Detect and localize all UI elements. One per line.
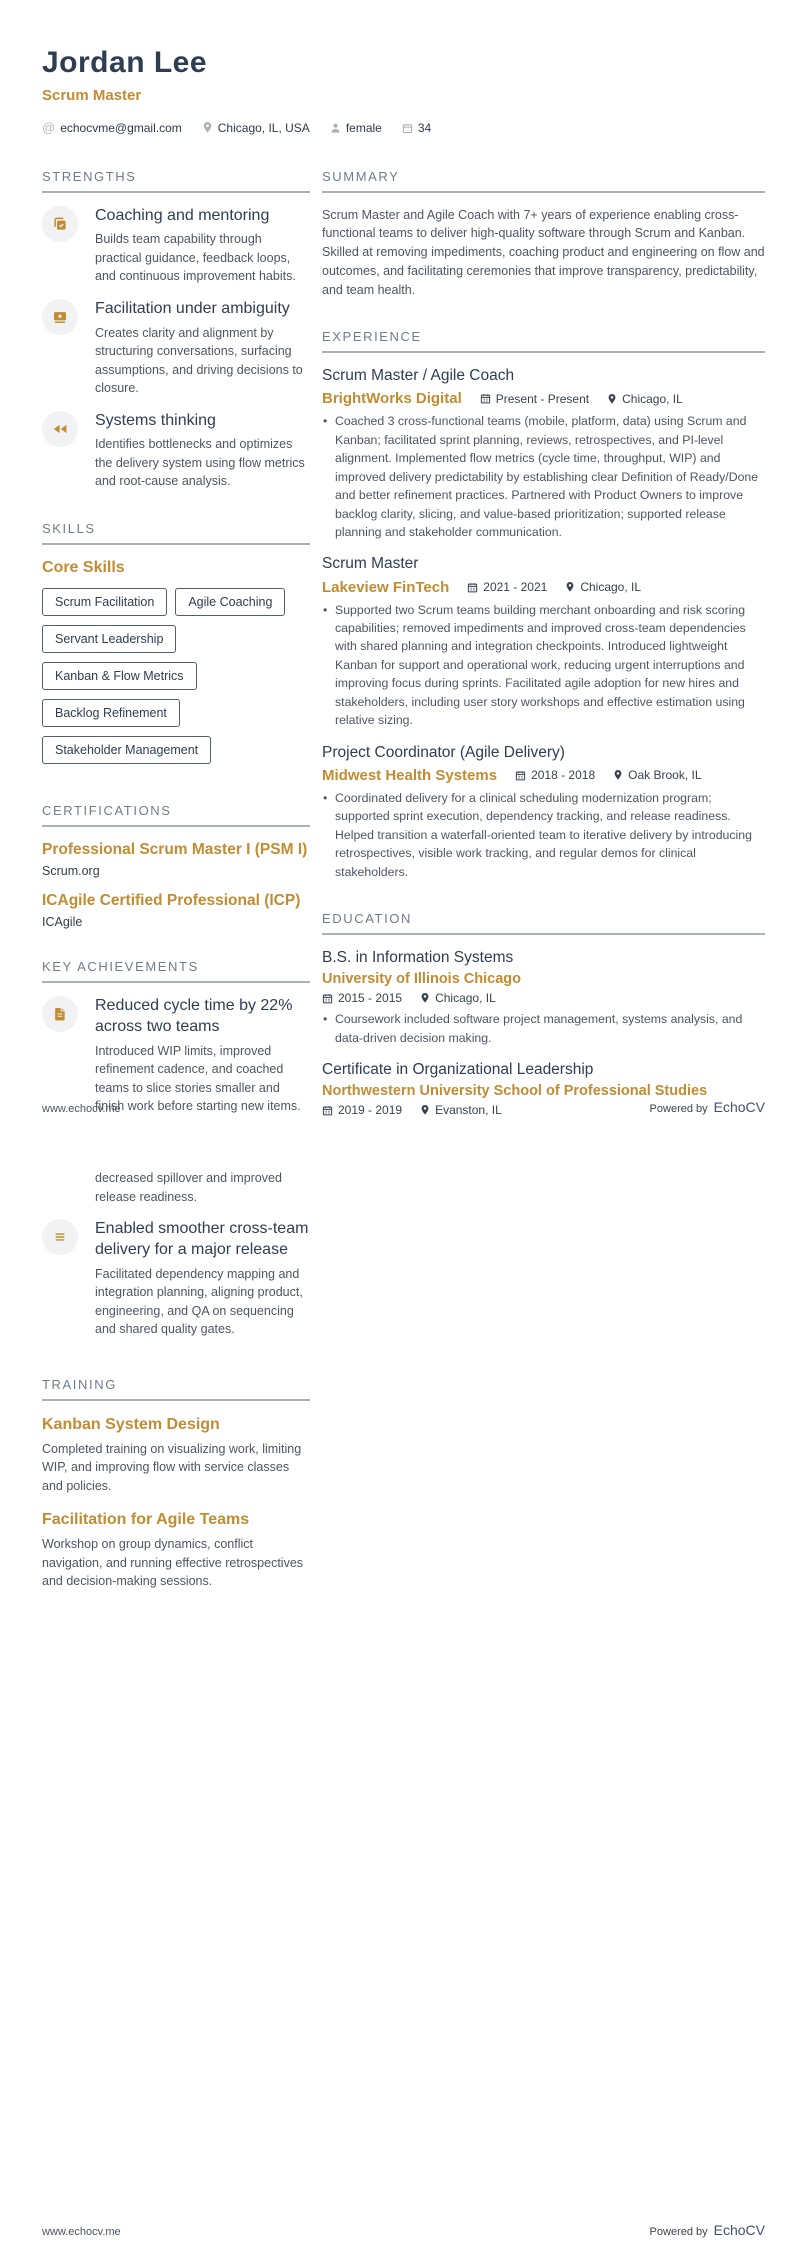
achievement-description: Facilitated dependency mapping and integration planning, aligning product, engineering, and QA on sequencing and shared quality gates. — [95, 1266, 303, 1337]
certification-issuer: Scrum.org — [42, 864, 100, 879]
section-certifications — [42, 803, 310, 929]
candidate-name: Jordan Lee — [42, 46, 208, 79]
calendar-icon — [402, 122, 413, 134]
footer-brand-link[interactable]: EchoCV — [713, 2222, 765, 2238]
certification-item — [42, 840, 310, 878]
strengths-heading: STRENGTHS — [42, 169, 310, 193]
experience-dates: 2021 - 2021 — [467, 580, 547, 594]
training-heading: TRAINING — [42, 1377, 310, 1401]
clipboard-check-icon — [42, 206, 78, 242]
training-title: Kanban System Design — [42, 1415, 220, 1433]
achievement-item — [42, 996, 310, 1116]
experience-title: Scrum Master / Agile Coach — [322, 367, 515, 385]
strength-description: Builds team capability through practical guidance, feedback loops, and continuous improvement habits. — [95, 232, 296, 284]
experience-bullet: • Supported two Scrum teams building merchant onboarding and risk scoring capabilities; removed impediments and improved cross-team dependencies with shared planning and integration checkpoints. Introduced lightweight Kanban for support and operational work, reducing urgent interruptions and improving focus during sprints. Facilitated agile adoption for new hires and stakeholders, including user story workshops and effective estimation using relative sizing. — [322, 601, 765, 730]
strength-title: Facilitation under ambiguity — [95, 299, 290, 317]
footer-brand-link[interactable]: EchoCV — [713, 1099, 765, 1115]
experience-company: Lakeview FinTech — [322, 578, 450, 596]
strength-title: Coaching and mentoring — [95, 206, 270, 224]
education-degree: B.S. in Information Systems — [322, 948, 514, 966]
section-training — [42, 1377, 310, 1592]
achievement-title: Enabled smoother cross-team delivery for a major release — [95, 1220, 309, 1258]
section-strengths — [42, 169, 310, 491]
experience-location: Chicago, IL — [565, 580, 641, 594]
education-location: Chicago, IL — [420, 991, 496, 1005]
certifications-heading: CERTIFICATIONS — [42, 803, 310, 827]
footer-site-link[interactable]: www.echocv.me — [42, 2226, 121, 2238]
skills-group-title: Core Skills — [42, 558, 125, 576]
education-degree: Certificate in Organizational Leadership — [322, 1061, 594, 1078]
contact-email — [42, 121, 182, 135]
skill-chip: Scrum Facilitation — [42, 588, 167, 616]
section-education — [322, 911, 765, 1123]
location-pin-icon — [613, 769, 623, 781]
certification-item — [42, 891, 310, 929]
location-pin-icon — [565, 581, 575, 593]
contact-age — [402, 121, 431, 135]
contact-gender — [330, 121, 382, 135]
calendar-icon — [467, 582, 478, 593]
education-school: Northwestern University School of Professional Studies — [322, 1083, 708, 1100]
candidate-job-title: Scrum Master — [42, 86, 142, 104]
strength-description: Creates clarity and alignment by structuring conversations, surfacing assumptions, and driving decisions to closure. — [95, 325, 303, 396]
certification-title: Professional Scrum Master I (PSM I) — [42, 840, 308, 858]
footer-powered-by-text: Powered by — [649, 1103, 708, 1115]
education-dates: 2019 - 2019 — [322, 1103, 402, 1117]
skills-heading: SKILLS — [42, 521, 310, 545]
achievement-title: Reduced cycle time by 22% across two teams — [95, 997, 293, 1035]
resume-page-2 — [0, 1123, 794, 2246]
experience-location: Oak Brook, IL — [613, 768, 701, 782]
person-icon — [330, 122, 341, 134]
experience-bullets — [322, 412, 765, 541]
document-icon — [42, 996, 78, 1032]
education-bullets — [322, 1010, 765, 1047]
education-heading: EDUCATION — [322, 911, 765, 935]
achievement-description-continued: decreased spillover and improved release readiness. — [95, 1171, 282, 1204]
section-skills — [42, 521, 310, 773]
experience-bullet: • Coordinated delivery for a clinical scheduling modernization program; supported sprint execution, dependency tracking, and release readiness. Helped transition a waterfall-oriented team to iterative delivery by introducing retrospectives, visible work tracking, and regular demos for clinical stakeholders. — [322, 789, 765, 881]
experience-entry — [322, 366, 765, 541]
skill-chip: Agile Coaching — [175, 588, 285, 616]
experience-title: Project Coordinator (Agile Delivery) — [322, 743, 565, 761]
skill-chip: Backlog Refinement — [42, 699, 180, 727]
page-footer — [42, 1099, 765, 1115]
education-bullet: • Coursework included software project management, systems analysis, and data-driven decision making. — [322, 1010, 765, 1047]
training-title: Facilitation for Agile Teams — [42, 1510, 250, 1528]
location-pin-icon — [202, 121, 213, 134]
location-pin-icon — [607, 393, 617, 405]
skill-chip: Stakeholder Management — [42, 736, 211, 764]
experience-title: Scrum Master — [322, 555, 419, 573]
experience-bullets — [322, 789, 765, 881]
skills-chips — [42, 588, 310, 773]
calendar-icon — [480, 393, 491, 404]
contact-email-text: echocvme@gmail.com — [60, 120, 182, 135]
achievement-item — [42, 1219, 310, 1339]
training-description: Completed training on visualizing work, limiting WIP, and improving flow with service classes and policies. — [42, 1441, 302, 1494]
experience-location: Chicago, IL — [607, 392, 683, 406]
at-icon: @ — [42, 120, 56, 135]
experience-dates: Present - Present — [480, 392, 589, 406]
rewind-icon — [42, 411, 78, 447]
summary-heading: SUMMARY — [322, 169, 765, 193]
education-location: Evanston, IL — [420, 1103, 502, 1117]
training-item — [42, 1511, 310, 1591]
summary-text: Scrum Master and Agile Coach with 7+ years of experience enabling cross-functional teams to deliver high-quality software through Scrum and Kanban. Skilled at removing impediments, coaching product and engineering on flow and outcomes, and facilitating ceremonies that improve transparency, predictability, and team health. — [322, 207, 765, 297]
contact-gender-text: female — [345, 120, 382, 135]
strength-item — [42, 299, 310, 398]
certification-issuer: ICAgile — [42, 915, 83, 930]
calendar-icon — [322, 993, 333, 1004]
experience-bullet: • Coached 3 cross-functional teams (mobile, platform, data) using Scrum and Kanban; facilitated sprint planning, reviews, retrospectives, and PI-level alignment. Implemented flow metrics (cycle time, throughput, WIP) and improved delivery predictability by establishing clear Definition of Ready/Done and better refinement practices. Partnered with Product Owners to improve backlog clarity, slicing, and value-based prioritization; supported release planning and stakeholder communication. — [322, 412, 765, 541]
strength-item — [42, 411, 310, 491]
certification-title: ICAgile Certified Professional (ICP) — [42, 892, 301, 910]
key-achievements-heading: KEY ACHIEVEMENTS — [42, 959, 310, 983]
page-footer — [42, 2222, 765, 2238]
section-summary — [322, 169, 765, 300]
training-description: Workshop on group dynamics, conflict navigation, and running effective retrospectives and decision-making sessions. — [42, 1536, 304, 1589]
strength-title: Systems thinking — [95, 411, 216, 429]
location-pin-icon — [420, 992, 430, 1004]
strength-item — [42, 206, 310, 286]
contact-row — [42, 121, 765, 135]
calendar-icon — [515, 770, 526, 781]
footer-site-link[interactable]: www.echocv.me — [42, 1103, 121, 1115]
resume-header — [42, 46, 765, 135]
experience-company: BrightWorks Digital — [322, 390, 462, 408]
footer-powered-by-text: Powered by — [649, 2226, 708, 2238]
contact-age-text: 34 — [417, 120, 432, 135]
contact-location-text: Chicago, IL, USA — [217, 120, 310, 135]
menu-icon — [42, 1219, 78, 1255]
training-item — [42, 1416, 310, 1496]
experience-entry — [322, 554, 765, 729]
strength-description: Identifies bottlenecks and optimizes the delivery system using flow metrics and root-cause analysis. — [95, 437, 305, 489]
section-experience — [322, 329, 765, 881]
experience-dates: 2018 - 2018 — [515, 768, 595, 782]
education-dates: 2015 - 2015 — [322, 991, 402, 1005]
experience-entry — [322, 743, 765, 881]
experience-company: Midwest Health Systems — [322, 766, 498, 784]
achievement-description: Introduced WIP limits, improved refinement cadence, and coached teams to slice stories smaller and finish work before starting new items. — [95, 1043, 301, 1114]
education-entry — [322, 948, 765, 1047]
contact-location — [202, 121, 310, 135]
skill-chip: Kanban & Flow Metrics — [42, 662, 197, 690]
education-school: University of Illinois Chicago — [322, 971, 522, 988]
skill-chip: Servant Leadership — [42, 625, 176, 653]
presentation-board-icon — [42, 299, 78, 335]
experience-heading: EXPERIENCE — [322, 329, 765, 353]
experience-bullets — [322, 601, 765, 730]
